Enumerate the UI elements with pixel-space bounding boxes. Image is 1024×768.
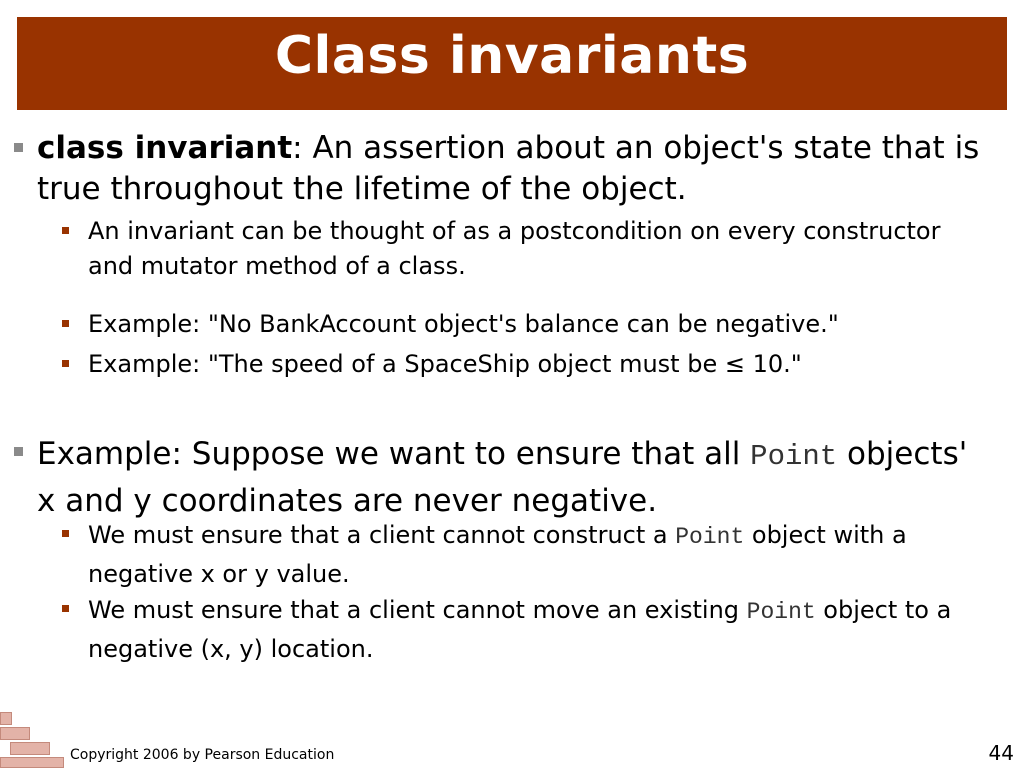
sub-bullet-marker	[62, 360, 69, 367]
sub-bullet-bankaccount-example: Example: "No BankAccount object's balance can be negative."	[62, 307, 982, 342]
bullet-class-invariant	[14, 128, 994, 210]
page-number: 44	[988, 741, 1014, 765]
brick	[0, 757, 64, 768]
sub-bullet-marker	[62, 227, 69, 234]
title-bar	[17, 17, 1007, 110]
bullet-marker	[14, 143, 23, 152]
sub-bullet-construct-point: We must ensure that a client cannot construct a Point object with a negative x or y value.	[62, 517, 982, 593]
code-point: Point	[746, 599, 816, 625]
bullet-point-example: Example: Suppose we want to ensure that all Point objects' x and y coordinates are never negative.	[14, 432, 994, 523]
slide-title: Class invariants	[274, 25, 750, 86]
sub-bullet-spaceship-example: Example: "The speed of a SpaceShip object must be ≤ 10."	[62, 347, 982, 382]
brick	[0, 712, 12, 725]
code-point: Point	[675, 524, 745, 550]
sub-bullet-marker	[62, 605, 69, 612]
sub-bullet-move-point: We must ensure that a client cannot move an existing Point object to a negative (x, y) location.	[62, 592, 982, 668]
sub-bullet-marker	[62, 320, 69, 327]
definition-text: : An assertion about an object's state that is true throughout the lifetime of the object.	[37, 130, 980, 207]
brick-decoration	[0, 706, 70, 768]
code-point: Point	[750, 440, 838, 473]
sub-bullet-marker	[62, 530, 69, 537]
sub-bullet-postcondition: An invariant can be thought of as a postcondition on every constructor and mutator method of a class.	[62, 214, 982, 284]
brick	[10, 742, 50, 755]
copyright-text: Copyright 2006 by Pearson Education	[70, 747, 335, 763]
brick	[0, 727, 30, 740]
term-class-invariant: class invariant	[37, 130, 293, 166]
bullet-marker	[14, 447, 23, 456]
